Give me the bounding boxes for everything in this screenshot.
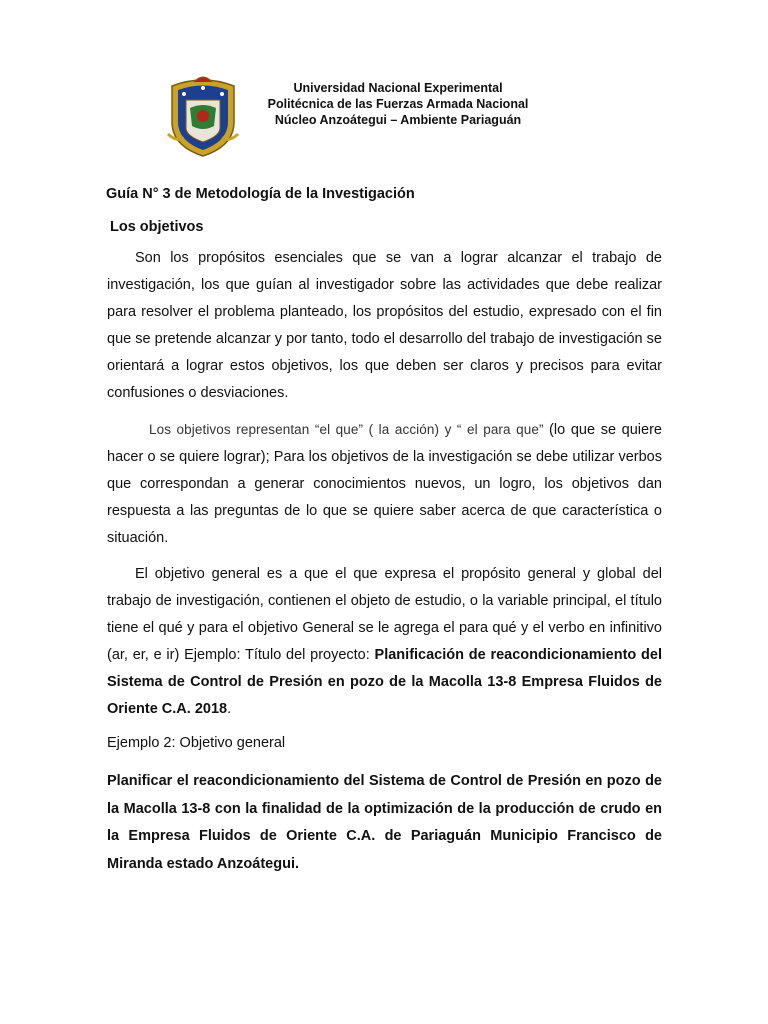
section-title: Los objetivos	[110, 219, 204, 235]
paragraph-3-end: .	[227, 701, 232, 717]
paragraph-2-quote: Los objetivos representan “el que” ( la acción) y “ el para que”	[149, 422, 550, 437]
example-label: Ejemplo 2: Objetivo general	[107, 735, 286, 751]
document-title: Guía N° 3 de Metodología de la Investigación	[106, 186, 415, 202]
paragraph-3-text: El objetivo general es a que el que expresa el propósito general y global del trabajo de investigación, contienen el objeto de estudio, o la variable principal, el título tiene el qué y para el objetivo General se le agrega el para qué y el verbo en infinitivo (ar, er, e ir) Ejemplo: Título del proyecto:	[107, 566, 662, 663]
paragraph-1: Son los propósitos esenciales que se van a lograr alcanzar el trabajo de investigación, los que guían al investigador sobre las actividades que debe realizar para resolver el problema planteado, los propósitos del estudio, expresado con el fin que se pretende alcanzar y por tanto, todo el desarrollo del trabajo de investigación se orientará a lograr estos objetivos, los que deben ser claros y precisos para evitar confusiones o desviaciones.	[107, 250, 662, 401]
paragraph-2-rest: (lo que se quiere hacer o se quiere lograr); Para los objetivos de la investigación se debe utilizar verbos que correspondan a generar conocimientos nuevos, un logro, los objetivos dan respuesta a las preguntas de lo que se quiere saber acerca de que característica o situación.	[107, 422, 662, 546]
project-title: Planificación de reacondicionamiento del Sistema de Control de Presión en pozo de la Macolla 13-8 Empresa Fluidos de Oriente C.A. 2018	[107, 647, 662, 717]
paragraph-3	[107, 561, 662, 723]
header-line-2: Politécnica de las Fuerzas Armada Nacional	[267, 97, 529, 111]
institution-header	[220, 80, 576, 128]
paragraph-2	[107, 416, 662, 552]
general-objective-example: Planificar el reacondicionamiento del Sistema de Control de Presión en pozo de la Macolla 13-8 con la finalidad de la optimización de la producción de crudo en la Empresa Fluidos de Oriente C.A. de Pariaguán Municipio Francisco de Miranda estado Anzoátegui.	[107, 773, 662, 872]
header-line-3: Núcleo Anzoátegui – Ambiente Pariaguán	[274, 113, 522, 127]
header-line-1: Universidad Nacional Experimental	[293, 81, 503, 95]
